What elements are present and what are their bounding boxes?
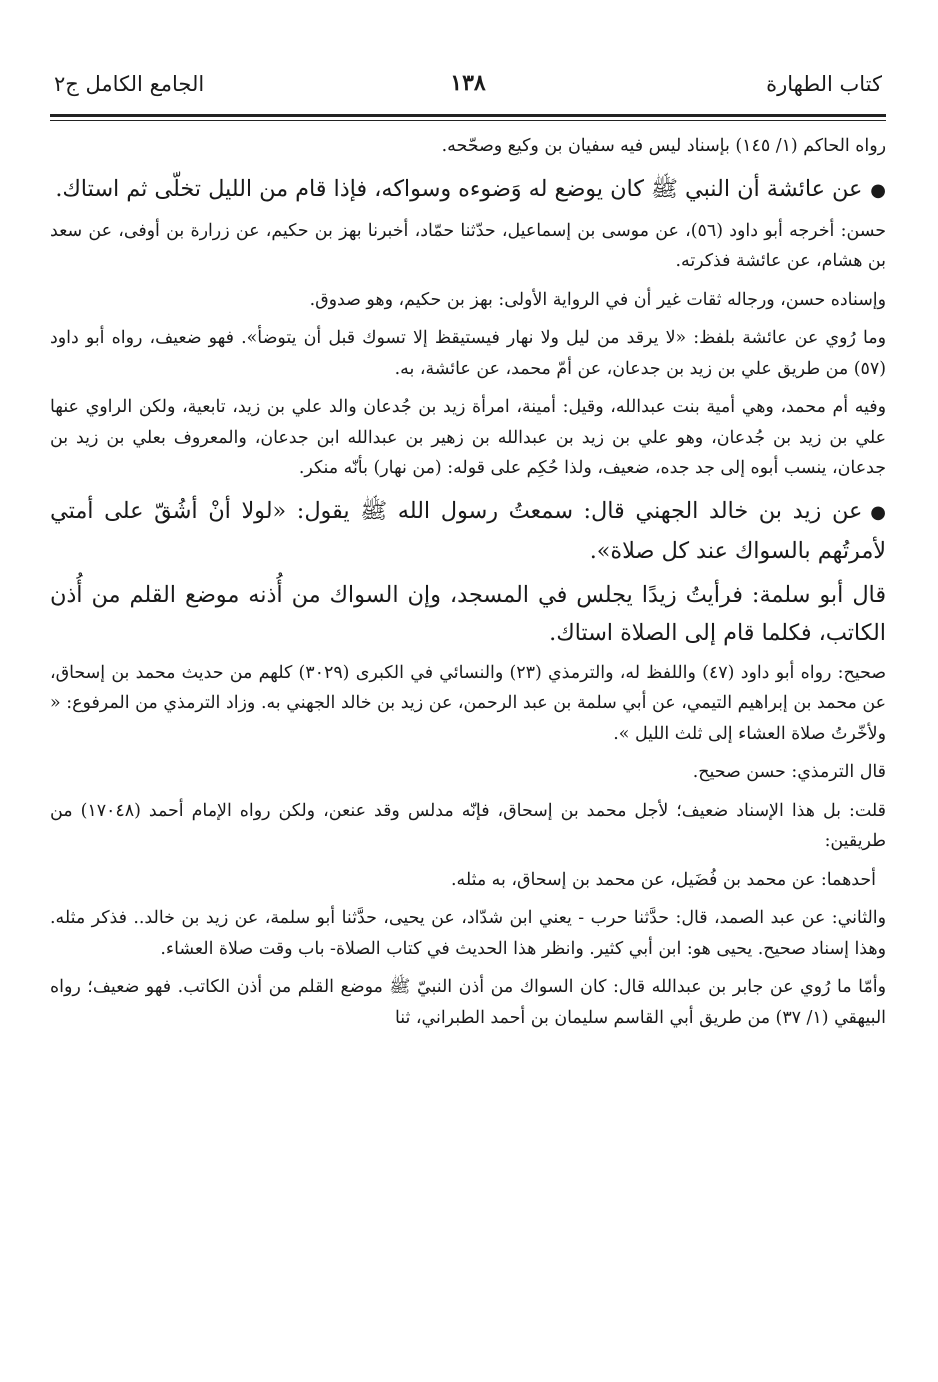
paragraph-text: والثاني: عن عبد الصمد، قال: حدَّثنا حرب - يعني ابن شدّاد، عن يحيى، حدَّثنا أبو سلمة، عن زيد بن خالد.. فذكر مثله. وهذا إسناد صحيح. يحيى هو: ابن أبي كثير. وانظر هذا الحديث في كتاب الصلاة- باب وقت صلاة العشاء.	[50, 908, 886, 959]
commentary-paragraph	[50, 796, 886, 857]
commentary-paragraph	[50, 323, 886, 384]
paragraph-text: رواه الحاكم (١/ ١٤٥) بإسناد ليس فيه سفيان بن وكيع وصحّحه.	[441, 136, 886, 156]
paragraph-text: عن زيد بن خالد الجهني قال: سمعتُ رسول الله ﷺ يقول: «لولا أنْ أشُقّ على أمتي لأمرتُهم بالسواك عند كل صلاة».	[50, 497, 886, 564]
hadith-paragraph	[50, 576, 886, 652]
paragraph-text: وإسناده حسن، ورجاله ثقات غير أن في الرواية الأولى: بهز بن حكيم، وهو صدوق.	[309, 289, 886, 310]
book-page	[50, 60, 886, 1362]
paragraph-text: صحيح: رواه أبو داود (٤٧) واللفظ له، والترمذي (٢٣) والنسائي في الكبرى (٣٠٢٩) كلهم من حديث محمد بن إسحاق، عن محمد بن إبراهيم التيمي، عن أبي سلمة بن عبد الرحمن، عن زيد بن خالد الجهني به. وزاد الترمذي من المرفوع: « ولأخّرتُ صلاة العشاء إلى ثلث الليل ».	[50, 662, 886, 744]
hadith-bullet-icon: ●	[870, 501, 886, 523]
commentary-paragraph	[50, 285, 886, 316]
commentary-paragraph	[50, 757, 886, 788]
commentary-paragraph	[50, 972, 886, 1033]
running-head-title: الجامع الكامل ج٢	[54, 72, 205, 96]
commentary-paragraph	[50, 865, 886, 896]
header-rule-thin	[50, 120, 886, 121]
page-number: ١٣٨	[450, 70, 486, 96]
hadith-bullet-icon: ●	[870, 179, 886, 201]
commentary-paragraph	[50, 131, 886, 162]
paragraph-text: وأمّا ما رُوي عن جابر بن عبدالله قال: كان السواك من أذن النبيّ ﷺ موضع القلم من أذن الكاتب. فهو ضعيف؛ رواه البيهقي (١/ ٣٧) من طريق أبي القاسم سليمان بن أحمد الطبراني، ثنا	[50, 977, 886, 1028]
commentary-paragraph	[50, 658, 886, 750]
paragraph-text: قلت: بل هذا الإسناد ضعيف؛ لأجل محمد بن إسحاق، فإنّه مدلس وقد عنعن، ولكن رواه الإمام أحمد (١٧٠٤٨) من طريقين:	[50, 800, 886, 851]
running-head-section: كتاب الطهارة	[766, 72, 882, 96]
paragraph-text: قال الترمذي: حسن صحيح.	[692, 762, 886, 782]
header-rule-thick	[50, 114, 886, 117]
commentary-paragraph	[50, 216, 886, 277]
paragraph-text: عن عائشة أن النبي ﷺ كان يوضع له وَضوءه وسواكه، فإذا قام من الليل تخلّى ثم استاك.	[55, 175, 863, 202]
paragraph-text: وما رُوي عن عائشة بلفظ: «لا يرقد من ليل ولا نهار فيستيقظ إلا تسوك قبل أن يتوضأ». فهو ضعيف، رواه أبو داود (٥٧) من طريق علي بن زيد بن جدعان، عن أمّ محمد، عن عائشة، به.	[50, 328, 886, 379]
paragraph-text: حسن: أخرجه أبو داود (٥٦)، عن موسى بن إسماعيل، حدّثنا حمّاد، أخبرنا بهز بن حكيم، عن زرارة بن أوفى، عن سعد بن هشام، عن عائشة فذكرته.	[50, 220, 886, 271]
paragraph-text: قال أبو سلمة: فرأيتُ زيدًا يجلس في المسجد، وإن السواك من أُذنه موضع القلم من أُذن الكاتب، فكلما قام إلى الصلاة استاك.	[50, 581, 886, 646]
hadith-paragraph	[50, 492, 886, 570]
paragraph-text: أحدهما: عن محمد بن فُضَيل، عن محمد بن إسحاق، به مثله.	[450, 869, 876, 890]
commentary-paragraph	[50, 392, 886, 484]
page-body	[50, 131, 886, 1033]
hadith-paragraph	[50, 170, 886, 210]
paragraph-text: وفيه أم محمد، وهي أمية بنت عبدالله، وقيل: أمينة، امرأة زيد بن جُدعان والد علي بن زيد، تابعية، ولكن الراوي عنها علي بن زيد بن جُدعان، وهو علي بن زيد بن عبدالله بن زهير بن عبدالله ابن جدعان، والمعروف بعلي بن زيد بن جدعان، ينسب أبوه إلى جد جده، ضعيف، ولذا حُكِم على قوله: (من نهار) بأنّه منكر.	[50, 397, 886, 478]
commentary-paragraph	[50, 903, 886, 964]
page-header	[50, 60, 886, 110]
